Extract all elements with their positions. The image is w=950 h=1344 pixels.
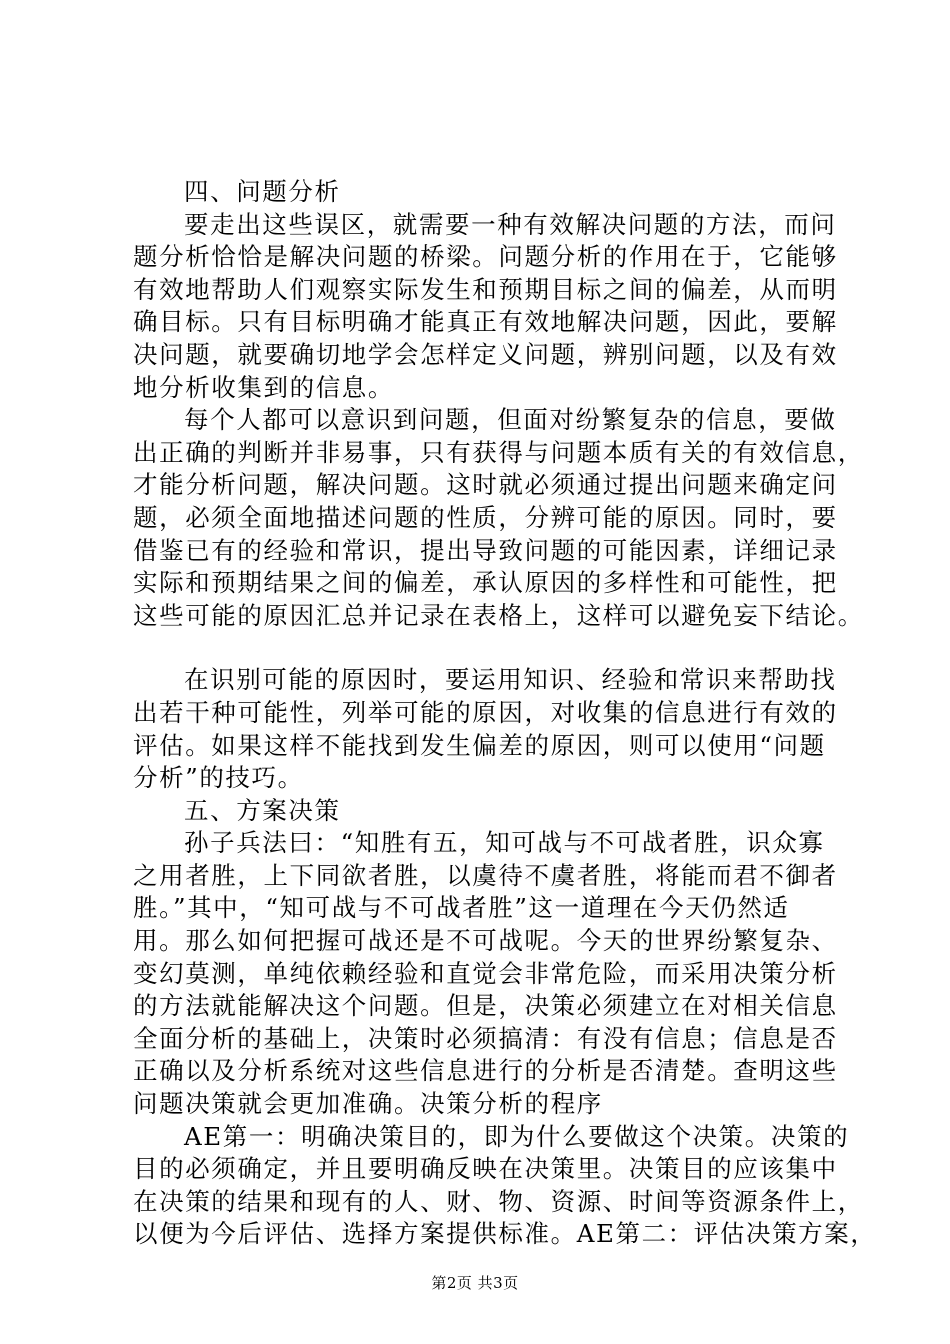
text-line: 决问题，就要确切地学会怎样定义问题，辨别问题，以及有效 (133, 339, 838, 369)
text-line: 每个人都可以意识到问题，但面对纷繁复杂的信息，要做 (184, 405, 837, 435)
text-line: AE第一：明确决策目的，即为什么要做这个决策。决策的 (184, 1121, 850, 1151)
page-footer: 第2页 共3页 (431, 1274, 519, 1292)
text-line: 在识别可能的原因时，要运用知识、经验和常识来帮助找 (184, 665, 837, 695)
text-line: 正确以及分析系统对这些信息进行的分析是否清楚。查明这些 (133, 1056, 838, 1086)
text-line: 实际和预期结果之间的偏差，承认原因的多样性和可能性，把 (133, 568, 838, 598)
text-line: 问题决策就会更加准确。决策分析的程序 (133, 1089, 603, 1119)
text-line: 这些可能的原因汇总并记录在表格上，这样可以避免妄下结论。 (133, 600, 864, 630)
text-line: 全面分析的基础上，决策时必须搞清：有没有信息；信息是否 (133, 1023, 838, 1053)
document-body (133, 176, 877, 1251)
text-line: 孙子兵法曰：“知胜有五，知可战与不可战者胜，识众寡 (184, 828, 825, 858)
text-line: 出若干种可能性，列举可能的原因，对收集的信息进行有效的 (133, 697, 838, 727)
paragraph-identify-problems (133, 404, 864, 632)
text-line: 借鉴已有的经验和常识，提出导致问题的可能因素，详细记录 (133, 535, 838, 565)
paragraph-sunzi-quote (133, 827, 850, 1120)
section-heading-decision: 五、方案决策 (184, 795, 341, 825)
text-line: 变幻莫测，单纯依赖经验和直觉会非常危险，而采用决策分析 (133, 958, 838, 988)
text-line: 之用者胜，上下同欲者胜，以虞待不虞者胜，将能而君不御者 (133, 860, 838, 890)
text-line: 的方法就能解决这个问题。但是，决策必须建立在对相关信息 (133, 991, 838, 1021)
paragraph-gap (133, 632, 850, 664)
paragraph-problem-analysis-intro (133, 209, 850, 405)
text-line: 出正确的判断并非易事，只有获得与问题本质有关的有效信息， (133, 437, 864, 467)
paragraph-identify-causes (133, 664, 850, 794)
text-line: 以便为今后评估、选择方案提供标准。AE第二：评估决策方案， (133, 1219, 877, 1249)
text-line: 地分析收集到的信息。 (133, 372, 394, 402)
text-line: 才能分析问题，解决问题。这时就必须通过提出问题来确定问 (133, 470, 838, 500)
section-heading-problem-analysis: 四、问题分析 (184, 177, 341, 206)
text-line: 目的必须确定，并且要明确反映在决策里。决策目的应该集中 (133, 1154, 838, 1184)
text-line: 在决策的结果和现有的人、财、物、资源、时间等资源条件上， (133, 1186, 864, 1216)
text-line: 有效地帮助人们观察实际发生和预期目标之间的偏差，从而明 (133, 274, 838, 304)
text-line: 胜。”其中，“知可战与不可战者胜”这一道理在今天仍然适 (133, 893, 790, 923)
text-line: 用。那么如何把握可战还是不可战呢。今天的世界纷繁复杂、 (133, 926, 838, 956)
paragraph-decision-steps (133, 1121, 877, 1251)
text-line: 要走出这些误区，就需要一种有效解决问题的方法，而问 (184, 209, 837, 239)
text-line: 确目标。只有目标明确才能真正有效地解决问题，因此，要解 (133, 307, 838, 337)
text-line: 分析”的技巧。 (133, 763, 304, 793)
text-line: 评估。如果这样不能找到发生偏差的原因，则可以使用“问题 (133, 730, 826, 760)
text-line: 题分析恰恰是解决问题的桥梁。问题分析的作用在于，它能够 (133, 242, 838, 272)
text-line: 题，必须全面地描述问题的性质，分辨可能的原因。同时，要 (133, 502, 838, 532)
